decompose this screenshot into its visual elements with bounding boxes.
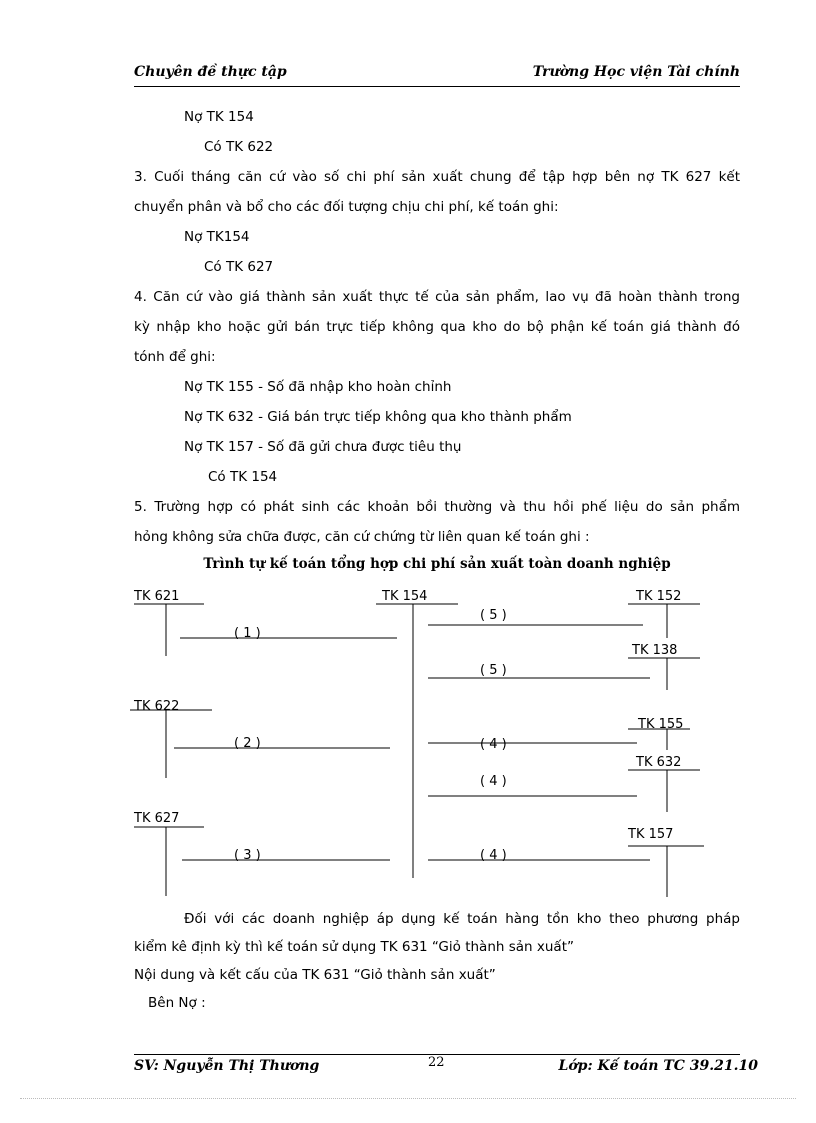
entry-co-154: Có TK 154 (208, 469, 278, 485)
tk138-label: TK 138 (632, 643, 678, 658)
flow-5a-label: ( 5 ) (480, 608, 507, 623)
entry-no-632: Nợ TK 632 - Giá bán trực tiếp không qua kho thành phẩm (184, 409, 572, 425)
flow-3-label: ( 3 ) (234, 848, 261, 863)
footer-class: Lớp: Kế toán TC 39.21.10 (558, 1058, 758, 1074)
paragraph-5-line-1: 5. Trường hợp có phát sinh các khoản bồi thường và thu hồi phế liệu do sản phẩm (134, 499, 740, 515)
tk154-label: TK 154 (382, 589, 428, 604)
flow-4c-label: ( 4 ) (480, 848, 507, 863)
tk155-label: TK 155 (638, 717, 684, 732)
flow-5b-label: ( 5 ) (480, 663, 507, 678)
entry-no-155: Nợ TK 155 - Số đã nhập kho hoàn chỉnh (184, 379, 452, 395)
bottom-dotted-edge (20, 1098, 796, 1099)
tk627-label: TK 627 (134, 811, 180, 826)
paragraph-5-line-2: hỏng không sửa chữa được, căn cứ chứng từ liên quan kế toán ghi : (134, 529, 590, 545)
entry-co-622: Có TK 622 (204, 139, 274, 155)
debit-side-heading: Bên Nợ : (148, 995, 206, 1011)
entry-no-157: Nợ TK 157 - Số đã gửi chưa được tiêu thụ (184, 439, 462, 455)
tk631-structure-line: Nội dung và kết cấu của TK 631 “Giỏ thành sản xuất” (134, 967, 496, 983)
inventory-method-line-1: Đối với các doanh nghiệp áp dụng kế toán hàng tồn kho theo phương pháp (184, 911, 740, 927)
entry-co-627: Có TK 627 (204, 259, 274, 275)
paragraph-4-line-1: 4. Căn cứ vào giá thành sản xuất thực tế của sản phẩm, lao vụ đã hoàn thành trong (134, 289, 740, 305)
tk622-label: TK 622 (134, 699, 180, 714)
tk632-label: TK 632 (636, 755, 682, 770)
flow-1-label: ( 1 ) (234, 626, 261, 641)
header-left: Chuyên đề thực tập (134, 64, 287, 80)
paragraph-4-line-2: kỳ nhập kho hoặc gửi bán trực tiếp không qua kho do bộ phận kế toán giá thành đó (134, 319, 740, 335)
entry-no-154: Nợ TK 154 (184, 109, 254, 125)
diagram-title: Trình tự kế toán tổng hợp chi phí sản xuất toàn doanh nghiệp (203, 556, 671, 572)
tk152-label: TK 152 (636, 589, 682, 604)
tk157-label: TK 157 (628, 827, 674, 842)
footer-student: SV: Nguyễn Thị Thương (134, 1058, 320, 1074)
header-right: Trường Học viện Tài chính (532, 64, 740, 80)
page-number: 22 (428, 1055, 445, 1070)
paragraph-4-line-3: tónh để ghi: (134, 349, 216, 365)
inventory-method-line-2: kiểm kê định kỳ thì kế toán sử dụng TK 631 “Giỏ thành sản xuất” (134, 939, 574, 955)
flow-4a-label: ( 4 ) (480, 737, 507, 752)
entry-no-154b: Nợ TK154 (184, 229, 250, 245)
tk621-label: TK 621 (134, 589, 180, 604)
flow-4b-label: ( 4 ) (480, 774, 507, 789)
flow-2-label: ( 2 ) (234, 736, 261, 751)
paragraph-3-line-2: chuyển phân và bổ cho các đối tượng chịu chi phí, kế toán ghi: (134, 199, 559, 215)
paragraph-3-line-1: 3. Cuối tháng căn cứ vào số chi phí sản xuất chung để tập hợp bên nợ TK 627 kết (134, 169, 740, 185)
